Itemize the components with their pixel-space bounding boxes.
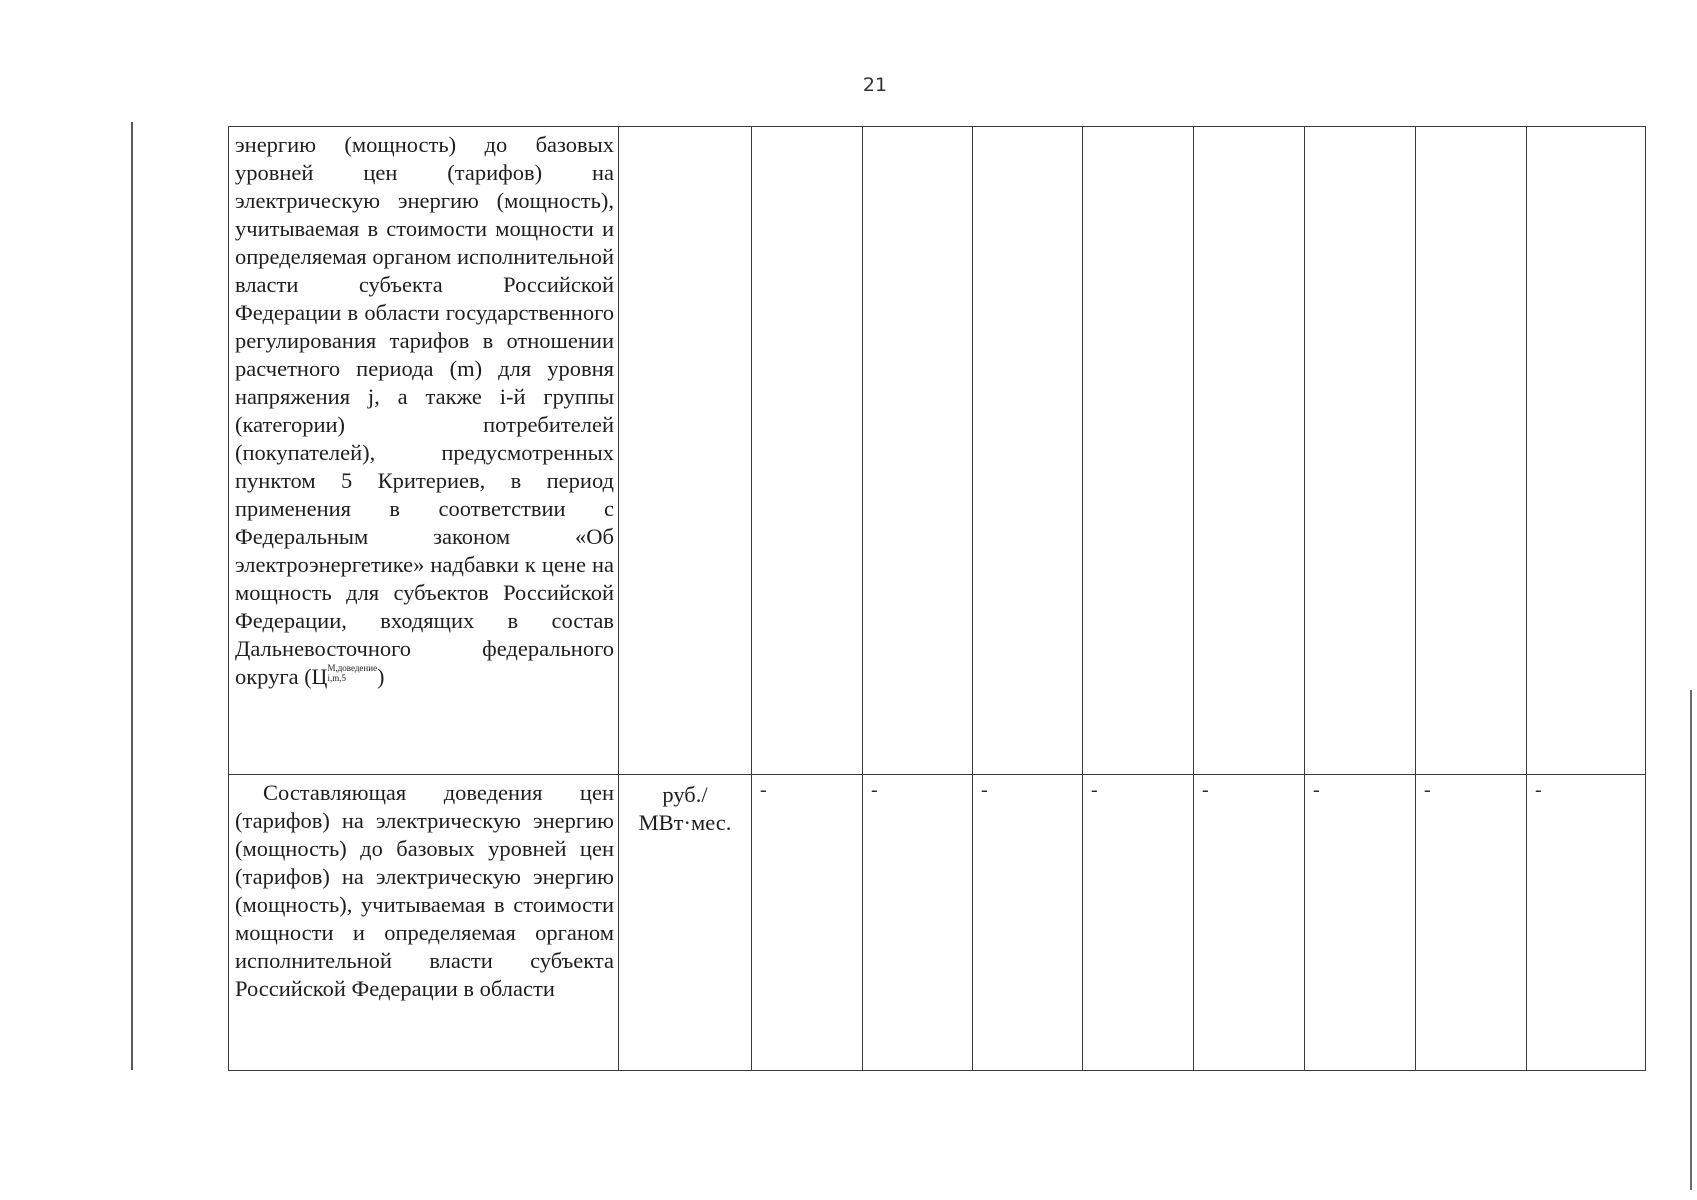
value-cell (1416, 127, 1527, 775)
unit-cell (619, 127, 752, 775)
value-cell: - (1305, 775, 1416, 1071)
value-cell (1083, 127, 1194, 775)
formula-indices (327, 663, 377, 683)
value-cell: - (1416, 775, 1527, 1071)
formula-subscript: i,m,5 (327, 672, 346, 683)
tariff-table (228, 126, 1646, 1071)
formula-close-paren: ) (377, 664, 385, 689)
value-cell: - (1194, 775, 1305, 1071)
value-cell: - (863, 775, 973, 1071)
scan-edge-line (1690, 690, 1692, 1190)
value-cell (863, 127, 973, 775)
value-cell (1194, 127, 1305, 775)
unit-cell (619, 775, 752, 1071)
row-description-cell (229, 127, 619, 775)
value-cell: - (973, 775, 1083, 1071)
table-row (229, 127, 1646, 775)
value-cell: - (1083, 775, 1194, 1071)
row-description-text: энергию (мощность) до базовых уровней цен (тарифов) на электрическую энергию (мощность), учитываемая в стоимости мощности и определяемая органом исполнительной власти субъекта Российской Федерации в области государственного регулирования тарифов в отношении расчетного периода (m) для уровня напряжения j, а также i-й группы (категории) потребителей (покупателей), предусмотренных пунктом 5 Критериев, в период применения в соответствии с Федеральным законом «Об электроэнергетике» надбавки к цене на мощность для субъектов Российской Федерации, входящих в состав Дальневосточного федерального округа (235, 132, 614, 689)
scan-margin-line (131, 122, 133, 1070)
page-number: 21 (862, 74, 888, 96)
value-cell (1527, 127, 1646, 775)
value-cell (973, 127, 1083, 775)
formula-superscript: М,доведение (327, 662, 378, 673)
formula-price-designation (304, 664, 384, 689)
row-description-cell (229, 775, 619, 1071)
value-cell: - (752, 775, 863, 1071)
value-cell: - (1527, 775, 1646, 1071)
formula-symbol: (Ц (304, 664, 328, 689)
value-cell (1305, 127, 1416, 775)
value-cell (752, 127, 863, 775)
unit-line-1: руб./ (662, 782, 708, 807)
row-description-text: Составляющая доведения цен (тарифов) на электрическую энергию (мощность) до базовых уровней цен (тарифов) на электрическую энергию (мощность), учитываемая в стоимости мощности и определяемая органом исполнительной власти субъекта Российской Федерации в области (235, 780, 614, 1001)
unit-line-2: МВт·мес. (638, 810, 732, 835)
table-row (229, 775, 1646, 1071)
